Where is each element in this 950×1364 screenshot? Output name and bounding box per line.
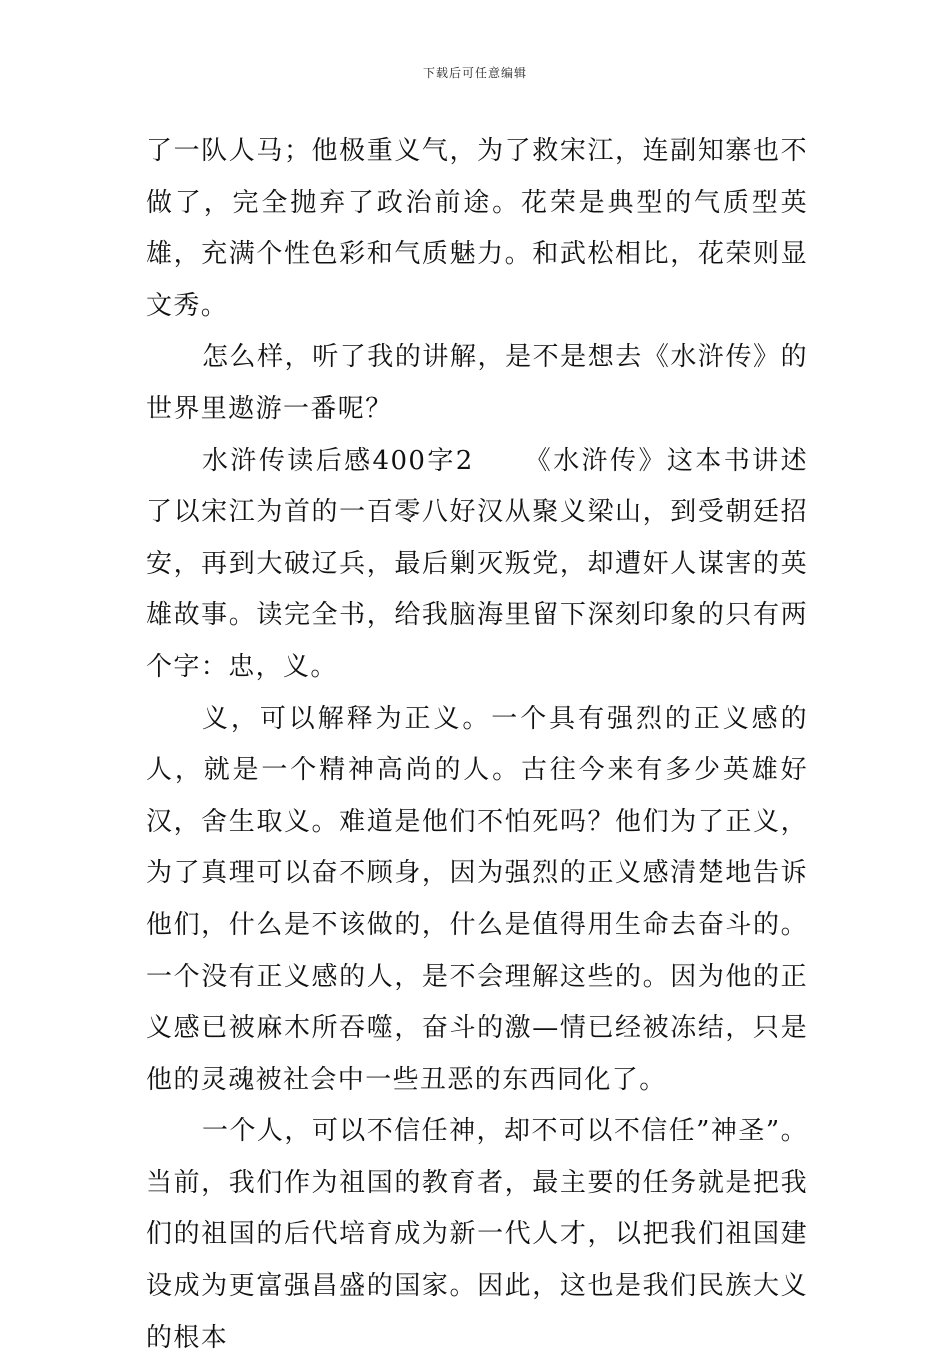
paragraph-2: 怎么样，听了我的讲解，是不是想去《水浒传》的世界里遨游一番呢？ (146, 342, 808, 424)
header-note: 下载后可任意编辑 (422, 66, 527, 80)
paragraph-3-text: 《水浒传》这本书讲述了以宋江为首的一百零八好汉从聚义梁山，到受朝廷招安，再到大破辽兵，最后剿灭叛党，却遭奸人谋害的英雄故事。读完全书，给我脑海里留下深刻印象的只有两个字：忠，义。 (146, 445, 808, 682)
paragraph-5: 一个人，可以不信任神，却不可以不信任”神圣”。当前，我们作为祖国的教育者，最主要的任务就是把我们的祖国的后代培育成为新一代人才，以把我们祖国建设成为更富强昌盛的国家。因此，这也是我们民族大义的根本 (146, 1116, 808, 1353)
paragraph-4: 义，可以解释为正义。一个具有强烈的正义感的人，就是一个精神高尚的人。古往今来有多少英雄好汉，舍生取义。难道是他们不怕死吗？他们为了正义，为了真理可以奋不顾身，因为强烈的正义感清楚地告诉他们，什么是不该做的，什么是值得用生命去奋斗的。一个没有正义感的人，是不会理解这些的。因为他的正义感已被麻木所吞噬，奋斗的激—情已经被冻结，只是他的灵魂被社会中一些丑恶的东西同化了。 (146, 703, 808, 1095)
section-heading: 水浒传读后感400字2 (202, 445, 474, 476)
paragraph-3 (146, 436, 808, 694)
document-body (146, 126, 808, 1364)
paragraph-1: 了一队人马；他极重义气，为了救宋江，连副知寨也不做了，完全抛弃了政治前途。花荣是典型的气质型英雄，充满个性色彩和气质魅力。和武松相比，花荣则显文秀。 (146, 136, 808, 321)
